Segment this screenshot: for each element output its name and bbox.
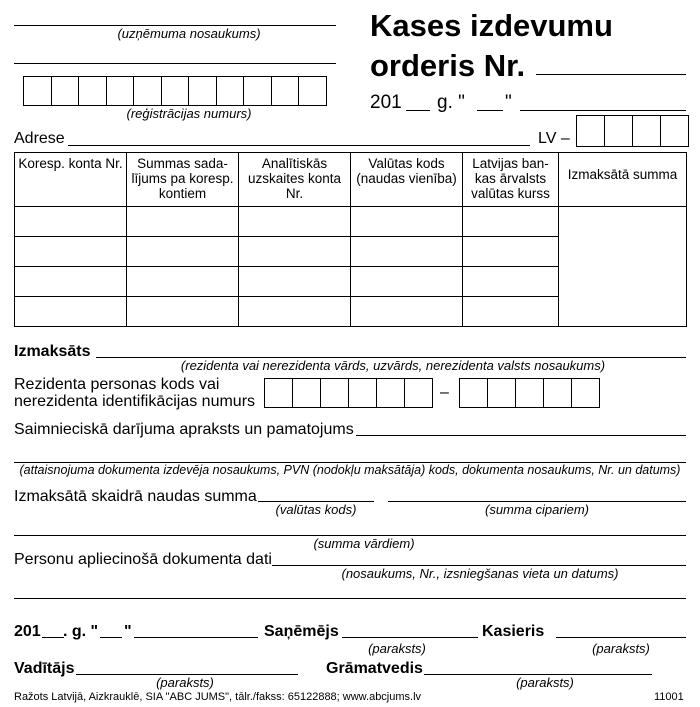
date-month-line[interactable]	[520, 110, 686, 111]
footer-form-code: 11001	[654, 691, 684, 703]
table-cell[interactable]	[463, 297, 559, 327]
summa-label: Izmaksātā skaidrā naudas summa	[14, 488, 257, 505]
table-cell-total[interactable]	[559, 207, 687, 327]
order-number-line[interactable]	[536, 74, 686, 75]
date-year-prefix: 201	[370, 92, 402, 113]
table-cell[interactable]	[127, 237, 239, 267]
table-cell[interactable]	[239, 207, 351, 237]
table-cell[interactable]	[15, 237, 127, 267]
sign-date-quote-close: "	[124, 623, 132, 640]
sanemejs-paraksts-hint: (paraksts)	[368, 641, 426, 656]
table-cell[interactable]	[351, 297, 463, 327]
sign-date-month-line[interactable]	[134, 637, 258, 638]
col-header-valutas-kurss: Latvijas ban- kas ārvalsts valūtas kurss	[463, 153, 559, 207]
gramatvedis-label: Grāmatvedis	[326, 660, 423, 677]
personas-kods-boxes-2[interactable]	[459, 378, 600, 408]
form-title-line2: orderis Nr.	[370, 48, 526, 83]
table-cell[interactable]	[15, 297, 127, 327]
table-cell[interactable]	[15, 267, 127, 297]
summa-vardiem-hint: (summa vārdiem)	[313, 536, 415, 551]
company-name-line-2[interactable]	[14, 63, 336, 64]
table-cell[interactable]	[351, 267, 463, 297]
personas-kods-boxes-1[interactable]	[264, 378, 433, 408]
lv-label: LV –	[538, 130, 570, 147]
summa-cipariem-hint: (summa cipariem)	[484, 502, 589, 517]
vaditajs-label: Vadītājs	[14, 660, 75, 677]
date-day-line[interactable]	[477, 110, 503, 111]
table-cell[interactable]	[239, 237, 351, 267]
kasieris-paraksts-hint: (paraksts)	[592, 641, 650, 656]
sign-date-g-label: . g. "	[63, 623, 99, 640]
kasieris-signature-line[interactable]	[556, 637, 686, 638]
izmaksats-hint: (rezidenta vai nerezidenta vārds, uzvārds, nerezidenta valsts nosaukums)	[180, 358, 606, 373]
sanemejs-label: Saņēmējs	[264, 623, 339, 640]
date-g-label: g. "	[437, 92, 465, 113]
dokuments-hint: (nosaukums, Nr., izsniegšanas vieta un datums)	[341, 566, 619, 581]
date-year-line[interactable]	[406, 110, 430, 111]
form-title-line1: Kases izdevumu	[370, 8, 613, 43]
table-cell[interactable]	[239, 267, 351, 297]
sign-date-day-line[interactable]	[100, 637, 122, 638]
gramatvedis-paraksts-hint: (paraksts)	[516, 675, 574, 690]
accounting-table	[14, 152, 687, 327]
table-cell[interactable]	[463, 237, 559, 267]
table-cell[interactable]	[351, 237, 463, 267]
table-cell[interactable]	[239, 297, 351, 327]
kasieris-label: Kasieris	[482, 623, 545, 640]
table-cell[interactable]	[127, 297, 239, 327]
personas-kods-label-line2: nerezidenta identifikācijas numurs	[14, 393, 256, 410]
footer-maker-text: Ražots Latvijā, Aizkrauklē, SIA "ABC JUMS", tālr./fakss: 65122888; www.abcjums.lv	[14, 691, 422, 703]
registration-number-boxes[interactable]	[23, 76, 327, 106]
col-header-izmaksata-summa: Izmaksātā summa	[559, 153, 687, 207]
table-cell[interactable]	[15, 207, 127, 237]
vaditajs-paraksts-hint: (paraksts)	[156, 675, 214, 690]
darijums-label: Saimnieciskā darījuma apraksts un pamatojums	[14, 421, 354, 438]
personas-kods-label-line1: Rezidenta personas kods vai	[14, 376, 220, 393]
sign-date-year-line[interactable]	[42, 637, 64, 638]
col-header-valutas-kods: Valūtas kods (naudas vienība)	[351, 153, 463, 207]
col-header-summas-sadalijums: Summas sada- lījums pa koresp. kontiem	[127, 153, 239, 207]
address-label: Adrese	[14, 130, 65, 147]
dokuments-label: Personu apliecinošā dokumenta dati	[14, 551, 272, 568]
table-cell[interactable]	[127, 207, 239, 237]
personas-kods-dash: –	[440, 384, 449, 401]
valutas-kods-hint: (valūtas kods)	[275, 502, 357, 517]
darijums-line[interactable]	[356, 435, 686, 436]
col-header-analitiskas-uzskaites: Analītiskās uzskaites konta Nr.	[239, 153, 351, 207]
table-cell[interactable]	[351, 207, 463, 237]
company-name-hint: (uzņēmuma nosaukums)	[117, 26, 261, 41]
table-cell[interactable]	[463, 267, 559, 297]
izmaksats-label: Izmaksāts	[14, 343, 91, 360]
table-cell[interactable]	[463, 207, 559, 237]
table-cell[interactable]	[127, 267, 239, 297]
postal-code-boxes[interactable]	[576, 115, 689, 147]
dokuments-line-2[interactable]	[14, 598, 686, 599]
registration-number-hint: (reģistrācijas numurs)	[126, 106, 252, 121]
address-line[interactable]	[68, 145, 530, 146]
sanemejs-signature-line[interactable]	[342, 637, 478, 638]
sign-date-year-prefix: 201	[14, 623, 41, 640]
date-quote-close: "	[505, 92, 512, 113]
col-header-koresp-konta: Koresp. konta Nr.	[15, 153, 127, 207]
darijums-hint: (attaisnojuma dokumenta izdevēja nosaukums, PVN (nodokļu maksātāja) kods, dokumenta nosaukums, Nr. un datums)	[19, 463, 681, 477]
